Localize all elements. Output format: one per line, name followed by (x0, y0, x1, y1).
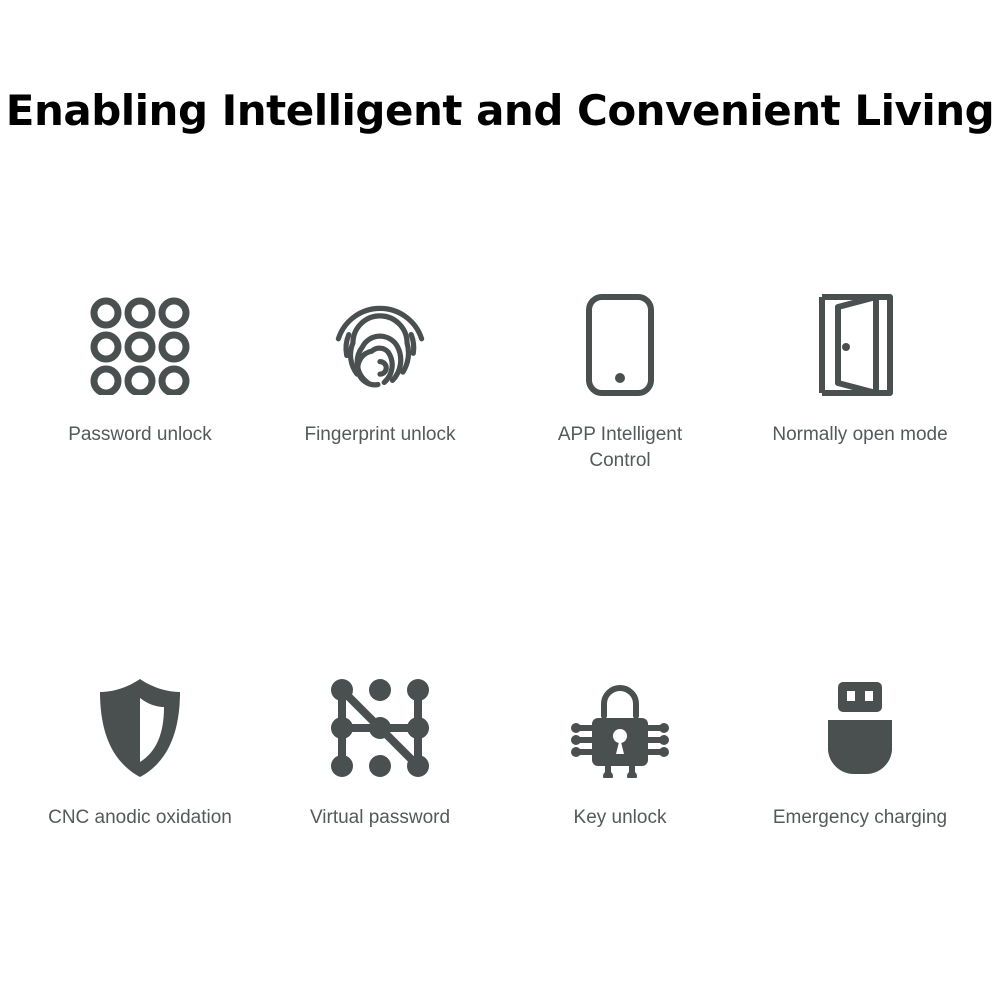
feature-label: Virtual password (309, 807, 451, 829)
feature-label: Password unlock (68, 424, 212, 445)
feature-item-app-control (500, 290, 740, 473)
fingerprint-icon (320, 290, 440, 400)
feature-label: Normally open mode (772, 424, 948, 445)
circuit-lock-icon (560, 673, 680, 783)
usb-plug-icon (800, 673, 920, 783)
features-grid (20, 290, 980, 831)
smartphone-icon (560, 290, 680, 400)
shield-icon (80, 673, 200, 783)
pattern-dots-icon (320, 673, 440, 783)
feature-label: CNC anodic oxidation (48, 807, 232, 829)
feature-item-fingerprint-unlock (260, 290, 500, 473)
features-row-1 (20, 290, 980, 473)
feature-item-virtual-password (260, 673, 500, 831)
feature-item-key-unlock (500, 673, 740, 831)
feature-label: Key unlock (573, 807, 667, 829)
feature-item-password-unlock (20, 290, 260, 473)
open-door-icon (800, 290, 920, 400)
feature-item-emergency-charging (740, 673, 980, 831)
page-title: Enabling Intelligent and Convenient Living (5, 86, 995, 135)
features-row-2 (20, 673, 980, 831)
feature-label: APP Intelligent Control (557, 424, 683, 471)
feature-label: Fingerprint unlock (304, 424, 456, 445)
keypad-icon (80, 290, 200, 400)
feature-item-cnc-anodic-oxidation (20, 673, 260, 831)
feature-item-normally-open (740, 290, 980, 473)
feature-label: Emergency charging (772, 807, 948, 829)
